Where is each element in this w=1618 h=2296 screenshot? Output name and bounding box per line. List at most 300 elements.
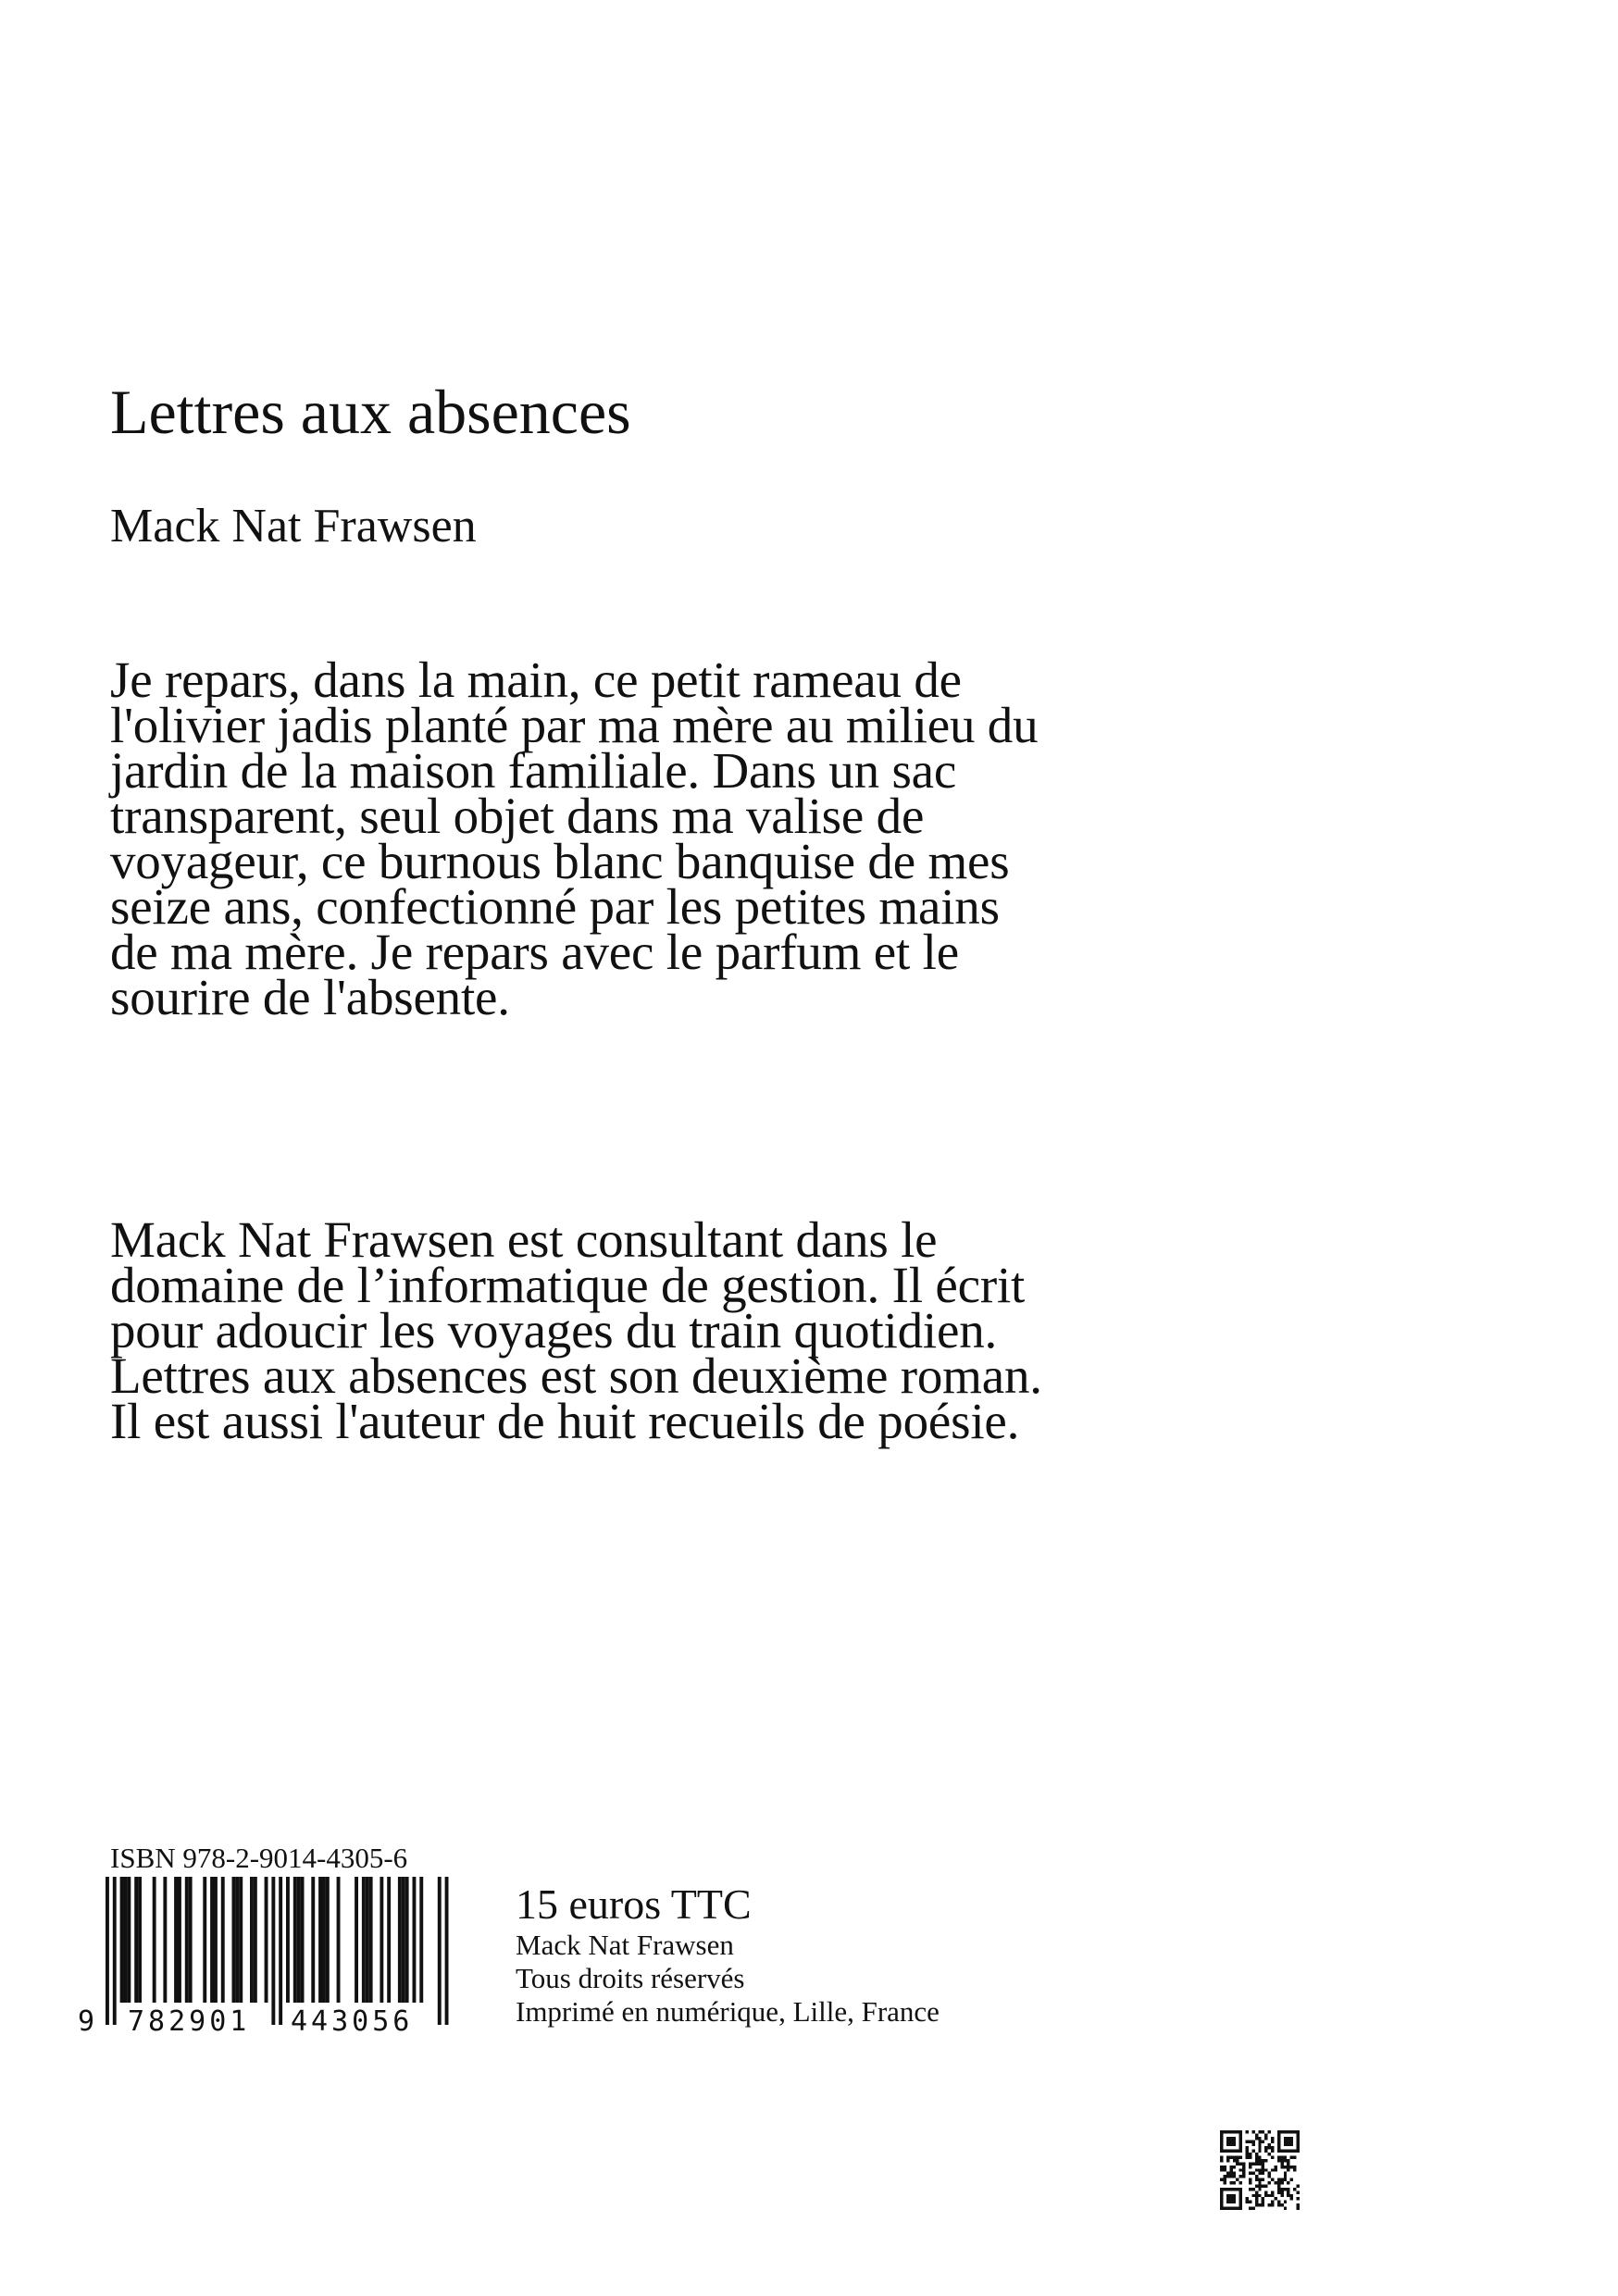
qr-module	[1220, 2140, 1223, 2142]
qr-module	[1290, 2143, 1293, 2146]
qr-module	[1239, 2162, 1242, 2165]
barcode-bar	[322, 1877, 326, 2003]
qr-module	[1220, 2207, 1223, 2210]
qr-module	[1220, 2137, 1223, 2140]
qr-module	[1271, 2201, 1274, 2203]
qr-module	[1280, 2181, 1283, 2184]
qr-module	[1297, 2133, 1300, 2136]
qr-module	[1293, 2168, 1296, 2171]
qr-module	[1226, 2188, 1229, 2191]
qr-module	[1280, 2203, 1283, 2206]
qr-module	[1277, 2140, 1280, 2142]
qr-module	[1268, 2203, 1271, 2206]
qr-module	[1229, 2166, 1232, 2168]
qr-module	[1239, 2133, 1242, 2136]
qr-module	[1258, 2168, 1261, 2171]
qr-module	[1287, 2130, 1289, 2133]
barcode-bar	[366, 1877, 369, 2003]
qr-module	[1287, 2188, 1289, 2191]
bio-line: Mack Nat Frawsen est consultant dans le	[110, 1211, 938, 1268]
barcode-bar	[163, 1877, 167, 2003]
qr-module	[1271, 2150, 1274, 2153]
qr-module	[1242, 2162, 1245, 2165]
qr-module	[1220, 2166, 1223, 2168]
qr-module	[1277, 2133, 1280, 2136]
qr-module	[1284, 2130, 1287, 2133]
qr-module	[1229, 2181, 1232, 2184]
blurb-line: transparent, seul objet dans ma valise de	[110, 788, 925, 844]
barcode-bar	[318, 1877, 322, 2003]
qr-module	[1226, 2172, 1229, 2175]
qr-module	[1220, 2201, 1223, 2203]
qr-module	[1280, 2156, 1283, 2159]
qr-module	[1239, 2168, 1242, 2171]
barcode-bar	[210, 1877, 214, 2003]
qr-module	[1290, 2156, 1293, 2159]
blurb-line: sourire de l'absente.	[110, 969, 510, 1025]
qr-module	[1251, 2162, 1254, 2165]
qr-module	[1290, 2137, 1293, 2140]
barcode-bar	[445, 1877, 449, 2025]
qr-module	[1220, 2194, 1223, 2197]
qr-module	[1233, 2166, 1236, 2168]
qr-module	[1277, 2150, 1280, 2153]
book-author: Mack Nat Frawsen	[110, 500, 477, 552]
qr-module	[1255, 2178, 1258, 2181]
qr-module	[1220, 2188, 1223, 2191]
qr-module	[1258, 2184, 1261, 2187]
qr-module	[1229, 2175, 1232, 2178]
qr-module	[1284, 2207, 1287, 2210]
qr-module	[1251, 2207, 1254, 2210]
qr-module	[1229, 2140, 1232, 2142]
qr-module	[1297, 2130, 1300, 2133]
qr-module	[1220, 2146, 1223, 2149]
barcode-bar	[405, 1877, 409, 2003]
qr-module	[1239, 2181, 1242, 2184]
qr-module	[1226, 2201, 1229, 2203]
qr-module	[1290, 2178, 1293, 2181]
qr-module	[1233, 2156, 1236, 2159]
barcode-icon	[67, 1877, 455, 2034]
qr-module	[1255, 2197, 1258, 2200]
barcode-bar	[311, 1877, 315, 2003]
qr-module	[1290, 2194, 1293, 2197]
barcode-bar	[153, 1877, 156, 2003]
qr-module	[1220, 2191, 1223, 2193]
qr-module	[1271, 2146, 1274, 2149]
qr-module	[1280, 2130, 1283, 2133]
author-bio	[110, 1211, 1267, 1449]
barcode-bar	[134, 1877, 138, 2003]
qr-module	[1271, 2191, 1274, 2193]
barcode-bar	[221, 1877, 225, 2003]
qr-module	[1239, 2143, 1242, 2146]
qr-module	[1293, 2188, 1296, 2191]
qr-module	[1233, 2150, 1236, 2153]
qr-module	[1297, 2203, 1300, 2206]
barcode-bar	[250, 1877, 254, 2003]
qr-module	[1229, 2207, 1232, 2210]
qr-module	[1239, 2197, 1242, 2200]
qr-module	[1258, 2146, 1261, 2149]
qr-module	[1271, 2178, 1274, 2181]
qr-module	[1268, 2130, 1271, 2133]
qr-module	[1268, 2194, 1271, 2197]
qr-module	[1249, 2153, 1251, 2155]
qr-module	[1236, 2162, 1238, 2165]
qr-module	[1274, 2197, 1276, 2200]
qr-module	[1262, 2178, 1264, 2181]
qr-module	[1251, 2194, 1254, 2197]
qr-module	[1220, 2150, 1223, 2153]
qr-module	[1287, 2137, 1289, 2140]
qr-module	[1255, 2162, 1258, 2165]
qr-module	[1239, 2150, 1242, 2153]
qr-module	[1280, 2178, 1283, 2181]
qr-module	[1280, 2194, 1283, 2197]
barcode-bar	[271, 1877, 275, 2025]
qr-module	[1249, 2166, 1251, 2168]
qr-module	[1262, 2166, 1264, 2168]
qr-module	[1229, 2201, 1232, 2203]
barcode-digits-right: 443056	[291, 2005, 414, 2034]
qr-module	[1264, 2137, 1267, 2140]
qr-module	[1233, 2181, 1236, 2184]
qr-module	[1277, 2143, 1280, 2146]
qr-module	[1268, 2146, 1271, 2149]
qr-module	[1249, 2178, 1251, 2181]
qr-module	[1277, 2191, 1280, 2193]
qr-module	[1223, 2166, 1226, 2168]
qr-module	[1229, 2172, 1232, 2175]
qr-module	[1223, 2181, 1226, 2184]
qr-module	[1226, 2143, 1229, 2146]
barcode-bar	[438, 1877, 442, 2025]
qr-module	[1229, 2130, 1232, 2133]
bio-line: domaine de l’informatique de gestion. Il écrit	[110, 1257, 1026, 1313]
qr-module	[1229, 2150, 1232, 2153]
qr-module	[1220, 2143, 1223, 2146]
qr-module	[1251, 2188, 1254, 2191]
barcode-bar	[293, 1877, 297, 2003]
qr-module	[1258, 2162, 1261, 2165]
qr-module	[1290, 2197, 1293, 2200]
qr-module	[1251, 2140, 1254, 2142]
qr-module	[1284, 2188, 1287, 2191]
barcode-bar	[398, 1877, 402, 2003]
qr-module	[1277, 2181, 1280, 2184]
qr-module	[1297, 2184, 1300, 2187]
qr-module	[1233, 2159, 1236, 2162]
barcode-bar	[124, 1877, 128, 2003]
blurb-line: l'olivier jadis planté par ma mère au milieu du	[110, 697, 1039, 753]
qr-module	[1251, 2172, 1254, 2175]
qr-module	[1229, 2168, 1232, 2171]
qr-module	[1236, 2159, 1238, 2162]
qr-module	[1297, 2207, 1300, 2210]
isbn-label: ISBN 978-2-9014-4305-6	[110, 1842, 408, 1874]
blurb-line: seize ans, confectionné par les petites mains	[110, 878, 1000, 935]
qr-module	[1236, 2150, 1238, 2153]
qr-module	[1220, 2133, 1223, 2136]
qr-module	[1297, 2140, 1300, 2142]
qr-module	[1284, 2178, 1287, 2181]
qr-module	[1297, 2191, 1300, 2193]
qr-module	[1236, 2156, 1238, 2159]
qr-module	[1233, 2207, 1236, 2210]
barcode-bar	[235, 1877, 239, 2003]
qr-module	[1277, 2137, 1280, 2140]
qr-module	[1258, 2137, 1261, 2140]
qr-module	[1262, 2140, 1264, 2142]
qr-module	[1249, 2201, 1251, 2203]
qr-module	[1246, 2153, 1249, 2155]
qr-module	[1233, 2194, 1236, 2197]
blurb-line: de ma mère. Je repars avec le parfum et le	[110, 924, 959, 980]
qr-module	[1236, 2130, 1238, 2133]
barcode-bar	[232, 1877, 236, 2003]
qr-module	[1287, 2191, 1289, 2193]
barcode-bars	[106, 1877, 449, 2025]
qr-module	[1290, 2130, 1293, 2133]
qr-module	[1220, 2178, 1223, 2181]
barcode-bar	[419, 1877, 423, 2003]
barcode-bar	[189, 1877, 193, 2003]
qr-module	[1262, 2197, 1264, 2200]
qr-module	[1239, 2137, 1242, 2140]
qr-module	[1233, 2172, 1236, 2175]
qr-module	[1255, 2184, 1258, 2187]
qr-module	[1246, 2150, 1249, 2153]
qr-module	[1249, 2188, 1251, 2191]
qr-module	[1293, 2150, 1296, 2153]
barcode-bar	[178, 1877, 181, 2003]
qr-module	[1271, 2194, 1274, 2197]
qr-module	[1251, 2150, 1254, 2153]
qr-module	[1277, 2159, 1280, 2162]
qr-module	[1255, 2133, 1258, 2136]
qr-module	[1239, 2203, 1242, 2206]
qr-module	[1287, 2162, 1289, 2165]
qr-module	[1262, 2201, 1264, 2203]
qr-module	[1251, 2130, 1254, 2133]
qr-code-icon	[1220, 2130, 1300, 2210]
qr-module	[1297, 2197, 1300, 2200]
qr-module	[1268, 2143, 1271, 2146]
qr-module	[1287, 2140, 1289, 2142]
qr-module	[1255, 2175, 1258, 2178]
printing-line: Imprimé en numérique, Lille, France	[516, 1994, 940, 2028]
qr-module	[1258, 2156, 1261, 2159]
barcode-bar	[326, 1877, 330, 2003]
qr-module	[1226, 2150, 1229, 2153]
qr-module	[1223, 2150, 1226, 2153]
qr-module	[1242, 2166, 1245, 2168]
qr-module	[1287, 2168, 1289, 2171]
qr-module	[1249, 2181, 1251, 2184]
qr-module	[1274, 2181, 1276, 2184]
qr-module	[1258, 2188, 1261, 2191]
qr-module	[1236, 2207, 1238, 2210]
qr-module	[1220, 2130, 1223, 2133]
qr-module	[1233, 2188, 1236, 2191]
qr-module	[1280, 2166, 1283, 2168]
qr-module	[1284, 2166, 1287, 2168]
qr-module	[1233, 2137, 1236, 2140]
qr-module	[1277, 2203, 1280, 2206]
qr-module	[1264, 2159, 1267, 2162]
bio-line: Lettres aux absences est son deuxième roman.	[110, 1347, 1042, 1404]
qr-module	[1255, 2201, 1258, 2203]
qr-module	[1277, 2184, 1280, 2187]
qr-module	[1264, 2146, 1267, 2149]
qr-module	[1258, 2203, 1261, 2206]
qr-module	[1220, 2203, 1223, 2206]
qr-module	[1220, 2159, 1223, 2162]
qr-module	[1255, 2137, 1258, 2140]
barcode-bar	[413, 1877, 417, 2003]
qr-module	[1277, 2156, 1280, 2159]
qr-module	[1242, 2168, 1245, 2171]
qr-module	[1262, 2172, 1264, 2175]
qr-module	[1239, 2194, 1242, 2197]
qr-module	[1255, 2191, 1258, 2193]
qr-module	[1280, 2188, 1283, 2191]
qr-module	[1258, 2178, 1261, 2181]
qr-module	[1293, 2166, 1296, 2168]
barcode-bar	[362, 1877, 366, 2003]
barcode-bar	[127, 1877, 131, 2003]
qr-module	[1297, 2143, 1300, 2146]
qr-module	[1258, 2140, 1261, 2142]
qr-module	[1255, 2203, 1258, 2206]
qr-module	[1255, 2168, 1258, 2171]
qr-module	[1297, 2146, 1300, 2149]
qr-module	[1271, 2137, 1274, 2140]
blurb-line: voyageur, ce burnous blanc banquise de mes	[110, 833, 1010, 889]
qr-module	[1264, 2133, 1267, 2136]
qr-module	[1246, 2130, 1249, 2133]
qr-module	[1277, 2201, 1280, 2203]
qr-module	[1255, 2159, 1258, 2162]
qr-module	[1290, 2140, 1293, 2142]
qr-module	[1220, 2197, 1223, 2200]
qr-module	[1229, 2188, 1232, 2191]
qr-module	[1233, 2197, 1236, 2200]
qr-module	[1226, 2159, 1229, 2162]
qr-module	[1258, 2143, 1261, 2146]
qr-module	[1287, 2159, 1289, 2162]
qr-module	[1239, 2201, 1242, 2203]
qr-module	[1274, 2168, 1276, 2171]
qr-module	[1274, 2166, 1276, 2168]
qr-module	[1264, 2191, 1267, 2193]
qr-module	[1262, 2184, 1264, 2187]
qr-module	[1249, 2172, 1251, 2175]
blurb-line: Je repars, dans la main, ce petit rameau de	[110, 652, 962, 708]
qr-module	[1242, 2172, 1245, 2175]
qr-module	[1242, 2175, 1245, 2178]
qr-module	[1264, 2150, 1267, 2153]
barcode-bar	[387, 1877, 391, 2003]
qr-module	[1246, 2140, 1249, 2142]
qr-module	[1249, 2162, 1251, 2165]
qr-module	[1233, 2140, 1236, 2142]
barcode-bar	[279, 1877, 282, 2025]
qr-module	[1268, 2175, 1271, 2178]
qr-module	[1249, 2156, 1251, 2159]
qr-module	[1258, 2130, 1261, 2133]
qr-module	[1226, 2140, 1229, 2142]
qr-module	[1233, 2130, 1236, 2133]
qr-module	[1271, 2140, 1274, 2142]
barcode-bar	[380, 1877, 383, 2003]
barcode-bar	[106, 1877, 109, 2025]
qr-module	[1226, 2194, 1229, 2197]
qr-module	[1239, 2146, 1242, 2149]
qr-module	[1258, 2194, 1261, 2197]
barcode-bar	[174, 1877, 178, 2003]
qr-module	[1249, 2207, 1251, 2210]
qr-module	[1239, 2156, 1242, 2159]
qr-module	[1280, 2162, 1283, 2165]
qr-module	[1268, 2181, 1271, 2184]
qr-module	[1239, 2175, 1242, 2178]
qr-module	[1223, 2207, 1226, 2210]
qr-module	[1262, 2168, 1264, 2171]
price: 15 euros TTC	[516, 1880, 752, 1928]
qr-module	[1223, 2188, 1226, 2191]
qr-module	[1271, 2203, 1274, 2206]
qr-module	[1287, 2143, 1289, 2146]
qr-module	[1229, 2194, 1232, 2197]
qr-module	[1255, 2153, 1258, 2155]
qr-module	[1297, 2150, 1300, 2153]
qr-module	[1229, 2143, 1232, 2146]
barcode-bar	[337, 1877, 341, 2003]
qr-module	[1226, 2207, 1229, 2210]
qr-module	[1264, 2194, 1267, 2197]
qr-module	[1246, 2156, 1249, 2159]
qr-module	[1258, 2150, 1261, 2153]
bio-line: Il est aussi l'auteur de huit recueils de poésie.	[110, 1393, 1020, 1449]
qr-module	[1236, 2188, 1238, 2191]
qr-module	[1284, 2159, 1287, 2162]
barcode-bar	[369, 1877, 373, 2003]
qr-module	[1277, 2130, 1280, 2133]
qr-module	[1226, 2197, 1229, 2200]
qr-module	[1239, 2130, 1242, 2133]
qr-module	[1229, 2156, 1232, 2159]
qr-module	[1246, 2201, 1249, 2203]
barcode-bar	[113, 1877, 117, 2025]
qr-module	[1258, 2159, 1261, 2162]
qr-module	[1287, 2150, 1289, 2153]
qr-module	[1220, 2156, 1223, 2159]
qr-module	[1290, 2166, 1293, 2168]
qr-module	[1284, 2140, 1287, 2142]
qr-module	[1268, 2172, 1271, 2175]
qr-module	[1284, 2156, 1287, 2159]
qr-module	[1239, 2188, 1242, 2191]
barcode-bar	[402, 1877, 405, 2003]
qr-module	[1236, 2178, 1238, 2181]
qr-module	[1239, 2191, 1242, 2193]
qr-module	[1223, 2130, 1226, 2133]
barcode-bar	[138, 1877, 142, 2003]
qr-module	[1239, 2140, 1242, 2142]
